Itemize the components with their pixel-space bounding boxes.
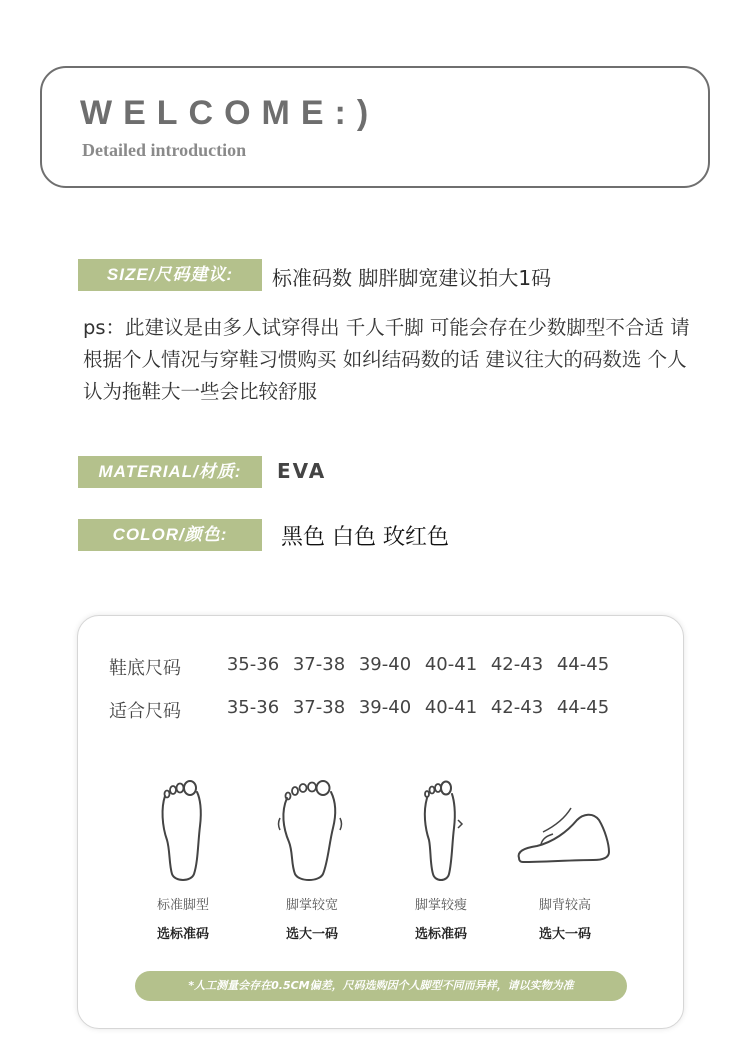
foot-type-advice: 选标准码 [414,927,467,942]
size-tag: SIZE/尺码建议: [78,259,262,291]
foot-type-standard [123,778,243,942]
size-cell: 37-38 [292,697,346,718]
foot-type-high-instep [505,778,625,942]
size-cell: 39-40 [358,697,412,718]
high-instep-icon [513,778,617,886]
foot-type-label: 标准脚型 [156,898,209,913]
foot-type-label: 脚背较高 [538,898,591,913]
foot-type-wide [252,778,372,942]
color-tag: COLOR/颜色: [78,519,262,551]
thin-foot-icon [413,778,469,886]
welcome-box [40,66,710,188]
material-tag: MATERIAL/材质: [78,456,262,488]
size-cell: 35-36 [226,654,280,675]
size-cell: 44-45 [556,697,610,718]
fit-size-label: 适合尺码 [109,701,181,722]
foot-type-advice: 选标准码 [156,927,209,942]
welcome-subtitle: Detailed introduction [82,140,247,160]
wide-foot-icon [277,778,347,886]
size-cell: 39-40 [358,654,412,675]
foot-type-thin [381,778,501,942]
size-chart-card [77,615,684,1029]
size-ps-note: ps：此建议是由多人试穿得出 千人千脚 可能会存在少数脚型不合适 请根据个人情况与穿鞋习惯购买 如纠结码数的话 建议往大的码数选 个人认为拖鞋大一些会比较舒服 [83,316,690,403]
size-cell: 44-45 [556,654,610,675]
standard-foot-icon [153,778,213,886]
size-cell: 42-43 [490,654,544,675]
size-cell: 42-43 [490,697,544,718]
foot-type-advice: 选大一码 [285,927,338,942]
foot-type-label: 脚掌较瘦 [414,898,467,913]
size-cell: 40-41 [424,654,478,675]
measurement-note: *人工测量会存在0.5CM偏差，尺码选购因个人脚型不同而异样，请以实物为准 [135,971,627,1001]
welcome-title: WELCOME:) [80,94,380,132]
size-cell: 40-41 [424,697,478,718]
size-advice: 标准码数 脚胖脚宽建议拍大1码 [272,266,552,290]
material-value: EVA [277,459,327,483]
foot-type-advice: 选大一码 [538,927,591,942]
sole-size-label: 鞋底尺码 [109,658,181,679]
size-cell: 35-36 [226,697,280,718]
color-value: 黑色 白色 玫红色 [281,525,449,550]
foot-type-label: 脚掌较宽 [285,898,338,913]
size-cell: 37-38 [292,654,346,675]
